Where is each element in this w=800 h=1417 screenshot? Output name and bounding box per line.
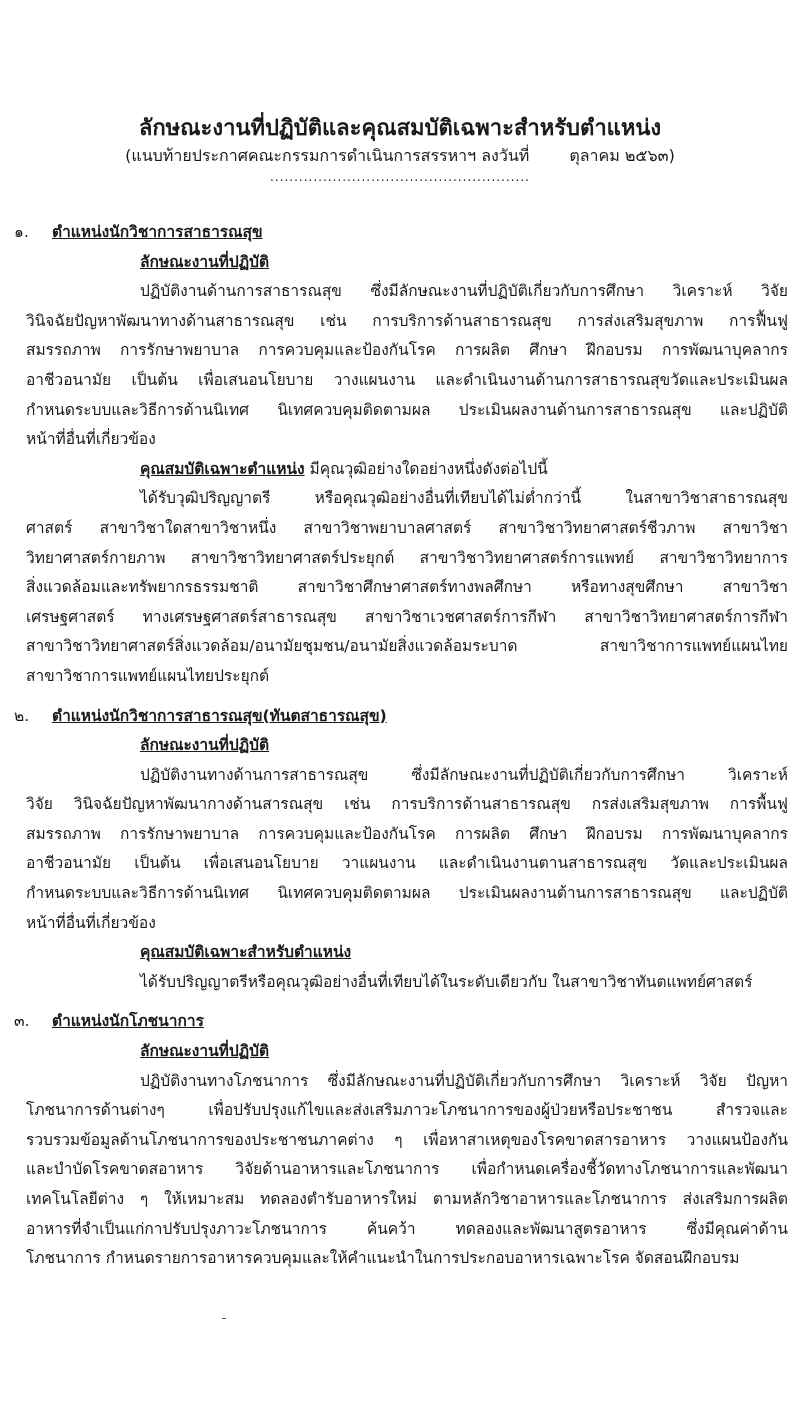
paragraph-line: สาขาวิชาการแพทย์แผนไทยประยุกต์ <box>26 666 270 685</box>
paragraph-line: อาหารที่จำเป็นแก่กาปรับปรุงภาวะโภชนาการ ค้นคว้า ทดลองและพัฒนาสูตรอาหาร ซึ่งมีคุณค่าด้าน <box>26 1219 788 1238</box>
paragraph-line: ได้รับปริญญาตรีหรือคุณวุฒิอย่างอื่นที่เทียบได้ในระดับเดียวกับ ในสาขาวิชาทันตแพทย์ศาสตร์ <box>140 972 753 991</box>
paragraph-line: กำหนดระบบและวิธีการด้านนิเทศ นิเทศควบคุมติดตามผล ประเมินผลงานต้านการสาธารณสุข และปฏิบัติ <box>26 884 788 903</box>
paragraph-line: วิจัย วินิจฉัยปัญหาพัฒนากางด้านสารณสุข เช่น การบริการด้านสาธารณสุข กรส่งเสริมสุขภาพ การพื้นฟู <box>26 795 788 814</box>
paragraph-line: และบำบัดโรคขาดสอาหาร วิจัยด้านอาหารและโภชนาการ เพื่อกำหนดเครื่องชี้วัดทางโภชนาการและพัฒนา <box>26 1160 788 1179</box>
qualifications-heading-row <box>0 455 800 485</box>
duties-heading: ลักษณะงานที่ปฏิบัติ <box>140 736 270 755</box>
duties-heading-row <box>0 731 800 761</box>
position-section <box>0 702 800 998</box>
section-number: ๑. <box>14 223 29 241</box>
divider: ...................................................... <box>270 170 530 184</box>
paragraph-line: ปฏิบัติงานด้านการสาธารณสุข ซึ่งมีลักษณะงานที่ปฏิบัติเกี่ยวกับการศึกษา วิเคราะห์ วิจัย <box>140 282 788 301</box>
position-section <box>0 218 800 692</box>
paragraph-line: โภชนาการ กำหนดรายการอาหารควบคุมและให้คำแนะนำในการประกอบอาหารเฉพาะโรค จัดสอนฝึกอบรม <box>26 1249 740 1268</box>
position-title: ตำแหน่งนักวิชาการสาธารณสุข(ทันตสาธารณสุข) <box>52 706 387 725</box>
paragraph-line: หน้าที่อื่นที่เกี่ยวข้อง <box>26 913 156 932</box>
paragraph-line: สมรรถภาพ การรักษาพยาบาล การควบคุมและป้องกันโรค การผลิต ศึกษา ฝึกอบรม การพัฒนาบุคลากร <box>26 824 788 843</box>
paragraph-line: สิ่งแวดล้อมและทรัพยากรธรรมชาติ สาขาวิชาศึกษาศาสตร์ทางพลศึกษา หรือทางสุขศึกษา สาขาวิชา <box>26 578 788 597</box>
qualifications-heading: คุณสมบัติเฉพาะตำแหน่ง <box>140 459 305 478</box>
paragraph-line: ศาสตร์ สาขาวิชาใดสาขาวิชาหนึ่ง สาขาวิชาพยาบาลศาสตร์ สาขาวิชาวิทยาศาสตร์ชีวภาพ สาขาวิชา <box>26 518 788 537</box>
duties-heading-row <box>0 1037 800 1067</box>
paragraph-line: อาชีวอนามัย เป็นต้น เพื่อเสนอนโยบาย วางแผนงาน และดำเนินงานด้านการสาธารณสุขวัดและประเมินผล <box>26 370 788 389</box>
document-body <box>0 218 800 1284</box>
qualifications-intro: มีคุณวุฒิอย่างใดอย่างหนึ่งดังต่อไปนี้ <box>309 459 548 478</box>
paragraph-line: หน้าที่อื่นที่เกี่ยวข้อง <box>26 430 156 449</box>
paragraph-line: โภชนาการด้านต่างๆ เพื่อปรับปรุงแก้ไขและส่งเสริมภาวะโภชนาการของผู้ป่วยหรือประชาชน สำรวจและ <box>26 1101 788 1120</box>
subtitle-date: ตุลาคม ๒๕๖๓) <box>569 146 675 165</box>
paragraph-line: ปฏิบัติงานทางโภชนาการ ซึ่งมีลักษณะงานที่ปฏิบัติเกี่ยวกับการศึกษา วิเคราะห์ วิจัย ปัญหา <box>140 1071 788 1090</box>
position-heading <box>0 702 800 732</box>
position-title: ตำแหน่งนักวิชาการสาธารณสุข <box>52 223 263 241</box>
paragraph-line: เทคโนโลยีต่าง ๆ ให้เหมาะสม ทดลองตำรับอาหารใหม่ ตามหลักวิชาอาหารและโภชนาการ ส่งเสริมการผลิต <box>26 1190 788 1208</box>
position-section <box>0 1007 800 1273</box>
paragraph-line: รวบรวมข้อมูลด้านโภชนาการของประชาชนภาคต่าง ๆ เพื่อหาสาเหตุของโรคขาดสารอาหาร วางแผนป้องกัน <box>26 1130 788 1149</box>
position-title: ตำแหน่งนักโภชนาการ <box>52 1012 204 1031</box>
duties-heading: ลักษณะงานที่ปฏิบัติ <box>140 1042 270 1061</box>
paragraph-line: สาขาวิชาวิทยาศาสตร์สิ่งแวดล้อม/อนามัยชุมชน/อนามัยสิ่งแวดล้อมระบาด สาขาวิชาการแพทย์แผนไทย <box>26 637 788 656</box>
position-heading <box>0 1007 800 1037</box>
document-title: ลักษณะงานที่ปฏิบัติและคุณสมบัติเฉพาะสำหรับตำแหน่ง <box>138 116 662 141</box>
paragraph-line: ปฏิบัติงานทางด้านการสาธารณสุข ซึ่งมีลักษณะงานที่ปฏิบัติเกี่ยวกับการศึกษา วิเคราะห์ <box>140 765 788 784</box>
paragraph-line: อาชีวอนามัย เป็นต้น เพื่อเสนอนโยบาย วาแผนงาน และดำเนินงานตานสาธารณสุข วัดและประเมินผล <box>26 854 788 873</box>
paragraph-line: วิทยาศาสตร์กายภาพ สาขาวิชาวิทยาศาสตร์ประยุกต์ สาขาวิชาวิทยาศาสตร์การแพทย์ สาขาวิชาวิทยาการ <box>26 548 788 567</box>
document-subtitle <box>0 144 800 169</box>
subtitle-prefix: (แนบท้ายประกาศคณะกรรมการดำเนินการสรรหาฯ ลงวันที่ <box>125 146 530 165</box>
position-heading <box>0 218 800 248</box>
duties-heading: ลักษณะงานที่ปฏิบัติ <box>140 252 270 271</box>
paragraph-line: ได้รับวุฒิปริญญาตรี หรือคุณวุฒิอย่างอื่นที่เทียบได้ไม่ต่ำกว่านี้ ในสาขาวิชาสาธารณสุข <box>140 489 788 508</box>
section-number: ๓. <box>14 1012 30 1031</box>
qualifications-heading: คุณสมบัติเฉพาะสำหรับตำแหน่ง <box>140 943 352 962</box>
qualifications-heading-row <box>0 938 800 968</box>
scan-mark <box>222 1318 226 1319</box>
duties-heading-row <box>0 248 800 278</box>
paragraph-line: กำหนดระบบและวิธีการด้านนิเทศ นิเทศควบคุมติดตามผล ประเมินผลงานด้านการสาธารณสุข และปฏิบัติ <box>26 400 788 419</box>
paragraph-line: วินิจฉัยปัญหาพัฒนาทางด้านสาธารณสุข เช่น การบริการด้านสาธารณสุข การส่งเสริมสุขภาพ การฟื้นฟู <box>26 311 788 330</box>
paragraph-line: เศรษฐศาสตร์ ทางเศรษฐศาสตร์สาธารณสุข สาขาวิชาเวชศาสตร์การกีฬา สาขาวิชาวิทยาศาสตร์การกีฬา <box>26 607 788 626</box>
paragraph-line: สมรรถภาพ การรักษาพยาบาล การควบคุมและป้องกันโรค การผลิต ศึกษา ฝึกอบรม การพัฒนาบุคลากร <box>26 341 788 360</box>
section-number: ๒. <box>14 706 30 725</box>
